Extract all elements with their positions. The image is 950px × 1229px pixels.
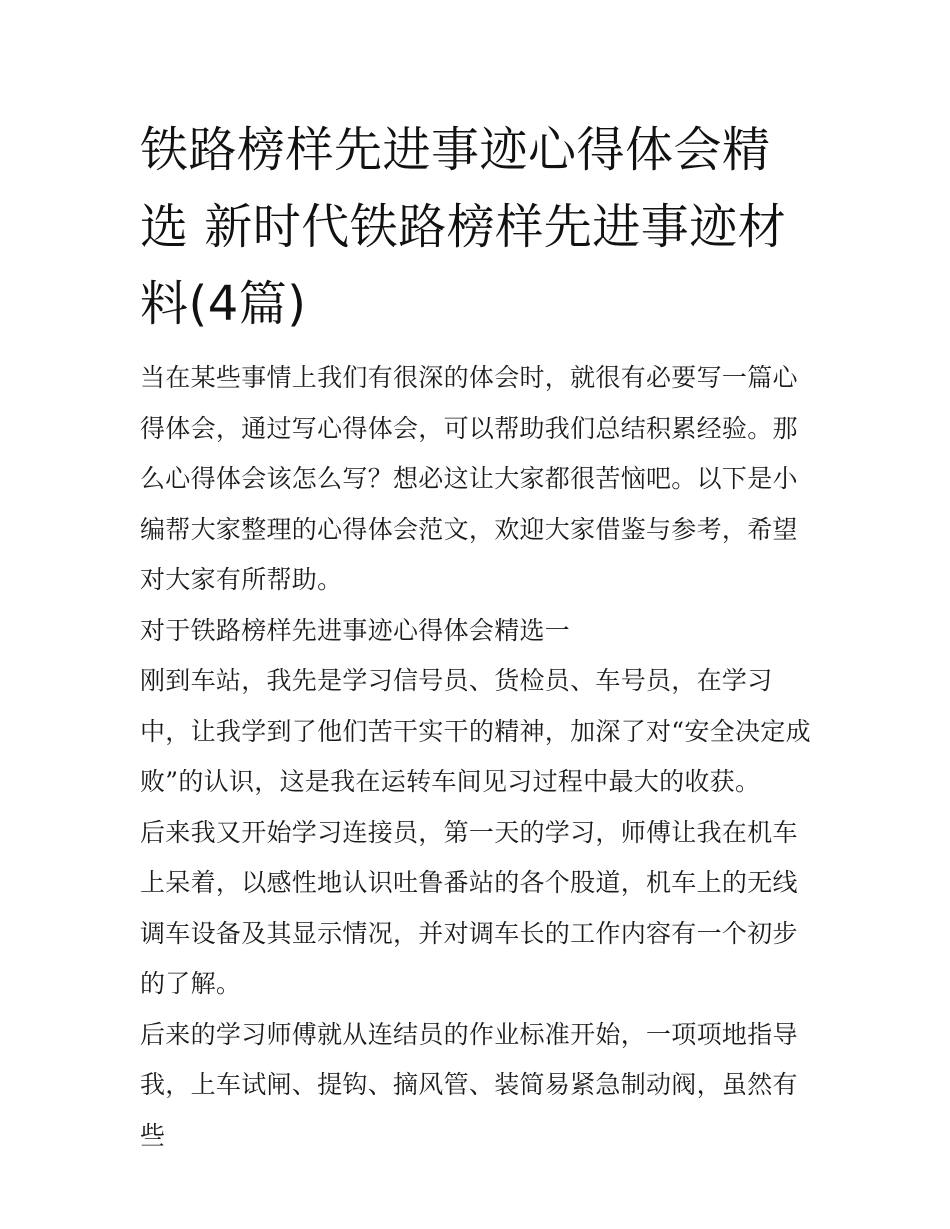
document-body [140, 353, 816, 1161]
body-paragraph: 后来我又开始学习连接员，第一天的学习，师傅让我在机车上呆着，以感性地认识吐鲁番站的各个股道，机车上的无线调车设备及其显示情况，并对调车长的工作内容有一个初步的了解。 [140, 817, 798, 998]
document-page [140, 112, 816, 1161]
body-paragraph: 刚到车站，我先是学习信号员、货检员、车号员，在学习中，让我学到了他们苦干实干的精神，加深了对“安全决定成败”的认识，这是我在运转车间见习过程中最大的收获。 [140, 666, 811, 796]
section-heading: 对于铁路榜样先进事迹心得体会精选一 [140, 615, 571, 645]
intro-paragraph: 当在某些事情上我们有很深的体会时，就很有必要写一篇心得体会，通过写心得体会，可以帮助我们总结积累经验。那么心得体会该怎么写？想必这让大家都很苦恼吧。以下是小编帮大家整理的心得体会范文，欢迎大家借鉴与参考，希望对大家有所帮助。 [140, 363, 798, 594]
document-title: 铁路榜样先进事迹心得体会精选 新时代铁路榜样先进事迹材料(4篇) [140, 122, 787, 332]
body-paragraph: 后来的学习师傅就从连结员的作业标准开始，一项项地指导我，上车试闸、提钩、摘风管、装简易紧急制动阀，虽然有些 [140, 1019, 798, 1150]
